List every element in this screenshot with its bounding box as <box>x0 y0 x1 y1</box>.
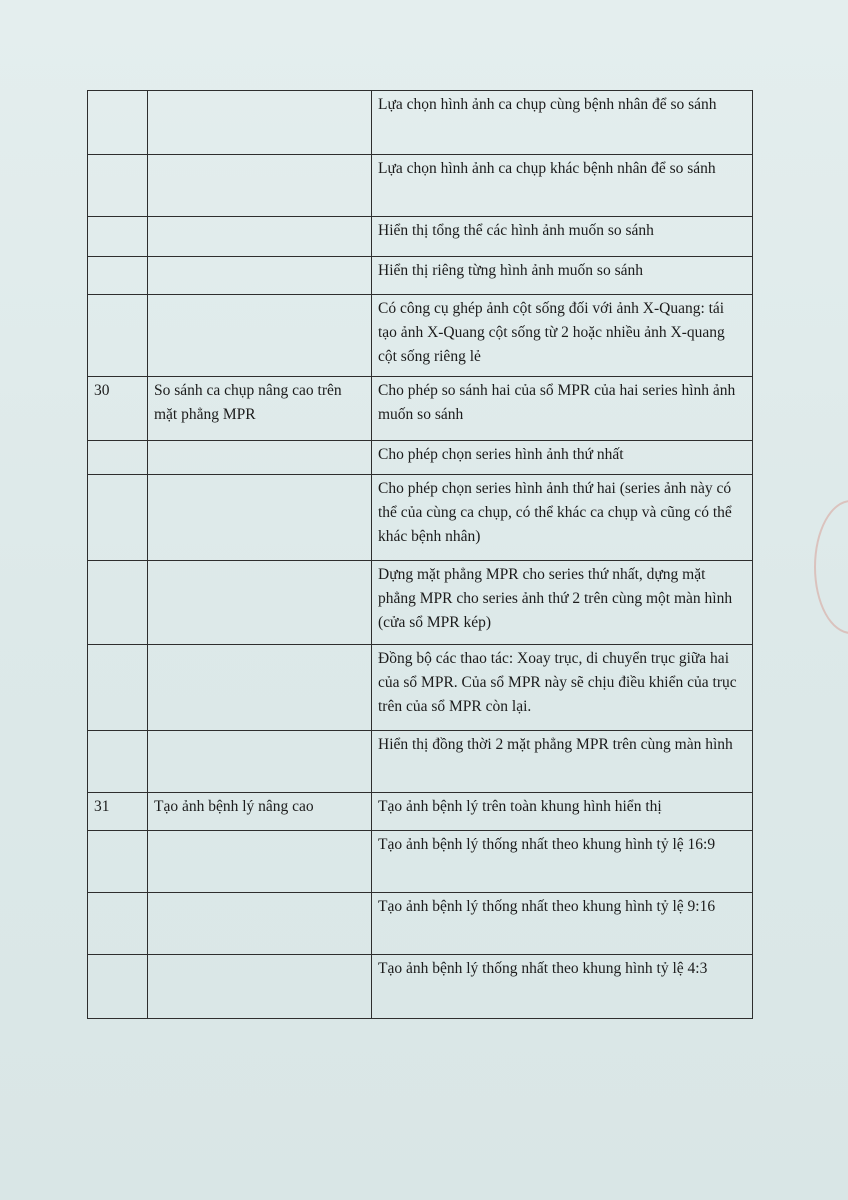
feature-name-cell <box>148 561 372 645</box>
row-number-cell <box>88 731 148 793</box>
feature-detail-cell: Tạo ảnh bệnh lý trên toàn khung hình hiển thị <box>372 793 753 831</box>
feature-name-cell <box>148 155 372 217</box>
table-row <box>88 295 753 377</box>
feature-detail-cell: Tạo ảnh bệnh lý thống nhất theo khung hình tỷ lệ 9:16 <box>372 893 753 955</box>
table-row <box>88 475 753 561</box>
feature-detail-cell: Hiển thị tổng thể các hình ảnh muốn so sánh <box>372 217 753 257</box>
row-number-cell <box>88 257 148 295</box>
feature-detail-cell: Hiển thị riêng từng hình ảnh muốn so sánh <box>372 257 753 295</box>
row-number-cell <box>88 955 148 1019</box>
row-number-cell <box>88 295 148 377</box>
spec-table-body <box>88 91 753 1019</box>
table-row <box>88 955 753 1019</box>
feature-detail-cell: Có công cụ ghép ảnh cột sống đối với ảnh X-Quang: tái tạo ảnh X-Quang cột sống từ 2 hoặc nhiều ảnh X-quang cột sống riêng lẻ <box>372 295 753 377</box>
feature-detail-cell: Hiển thị đồng thời 2 mặt phẳng MPR trên cùng màn hình <box>372 731 753 793</box>
feature-name-cell <box>148 831 372 893</box>
table-row <box>88 217 753 257</box>
table-row <box>88 645 753 731</box>
feature-name-cell <box>148 441 372 475</box>
table-row <box>88 257 753 295</box>
feature-name-cell <box>148 475 372 561</box>
feature-name-cell <box>148 955 372 1019</box>
feature-detail-cell: Cho phép so sánh hai của sổ MPR của hai series hình ảnh muốn so sánh <box>372 377 753 441</box>
stamp-seal <box>814 500 848 634</box>
row-number-cell <box>88 893 148 955</box>
row-number-cell <box>88 561 148 645</box>
feature-detail-cell: Tạo ảnh bệnh lý thống nhất theo khung hình tỷ lệ 4:3 <box>372 955 753 1019</box>
table-row <box>88 731 753 793</box>
row-number-cell: 31 <box>88 793 148 831</box>
feature-name-cell <box>148 893 372 955</box>
row-number-cell <box>88 91 148 155</box>
feature-detail-cell: Đồng bộ các thao tác: Xoay trục, di chuyển trục giữa hai của sổ MPR. Của sổ MPR này sẽ chịu điều khiển của trục trên của sổ MPR còn lại. <box>372 645 753 731</box>
feature-name-cell <box>148 731 372 793</box>
table-row <box>88 831 753 893</box>
row-number-cell <box>88 645 148 731</box>
row-number-cell <box>88 155 148 217</box>
feature-name-cell <box>148 217 372 257</box>
feature-detail-cell: Cho phép chọn series hình ảnh thứ hai (series ảnh này có thể của cùng ca chụp, có thể khác ca chụp và cũng có thể khác bệnh nhân) <box>372 475 753 561</box>
row-number-cell <box>88 441 148 475</box>
row-number-cell <box>88 475 148 561</box>
feature-name-cell <box>148 91 372 155</box>
feature-name-cell <box>148 257 372 295</box>
feature-detail-cell: Lựa chọn hình ảnh ca chụp cùng bệnh nhân để so sánh <box>372 91 753 155</box>
row-number-cell <box>88 217 148 257</box>
feature-detail-cell: Lựa chọn hình ảnh ca chụp khác bệnh nhân để so sánh <box>372 155 753 217</box>
row-number-cell <box>88 831 148 893</box>
table-row <box>88 793 753 831</box>
row-number-cell: 30 <box>88 377 148 441</box>
feature-name-cell: Tạo ảnh bệnh lý nâng cao <box>148 793 372 831</box>
feature-detail-cell: Tạo ảnh bệnh lý thống nhất theo khung hình tỷ lệ 16:9 <box>372 831 753 893</box>
table-row <box>88 155 753 217</box>
table-row <box>88 91 753 155</box>
table-row <box>88 441 753 475</box>
feature-name-cell <box>148 645 372 731</box>
feature-name-cell: So sánh ca chụp nâng cao trên mặt phẳng MPR <box>148 377 372 441</box>
table-row <box>88 377 753 441</box>
feature-name-cell <box>148 295 372 377</box>
spec-table <box>87 90 753 1019</box>
feature-detail-cell: Dựng mặt phẳng MPR cho series thứ nhất, dựng mặt phẳng MPR cho series ảnh thứ 2 trên cùng một màn hình (cửa sổ MPR kép) <box>372 561 753 645</box>
table-row <box>88 893 753 955</box>
table-row <box>88 561 753 645</box>
feature-detail-cell: Cho phép chọn series hình ảnh thứ nhất <box>372 441 753 475</box>
